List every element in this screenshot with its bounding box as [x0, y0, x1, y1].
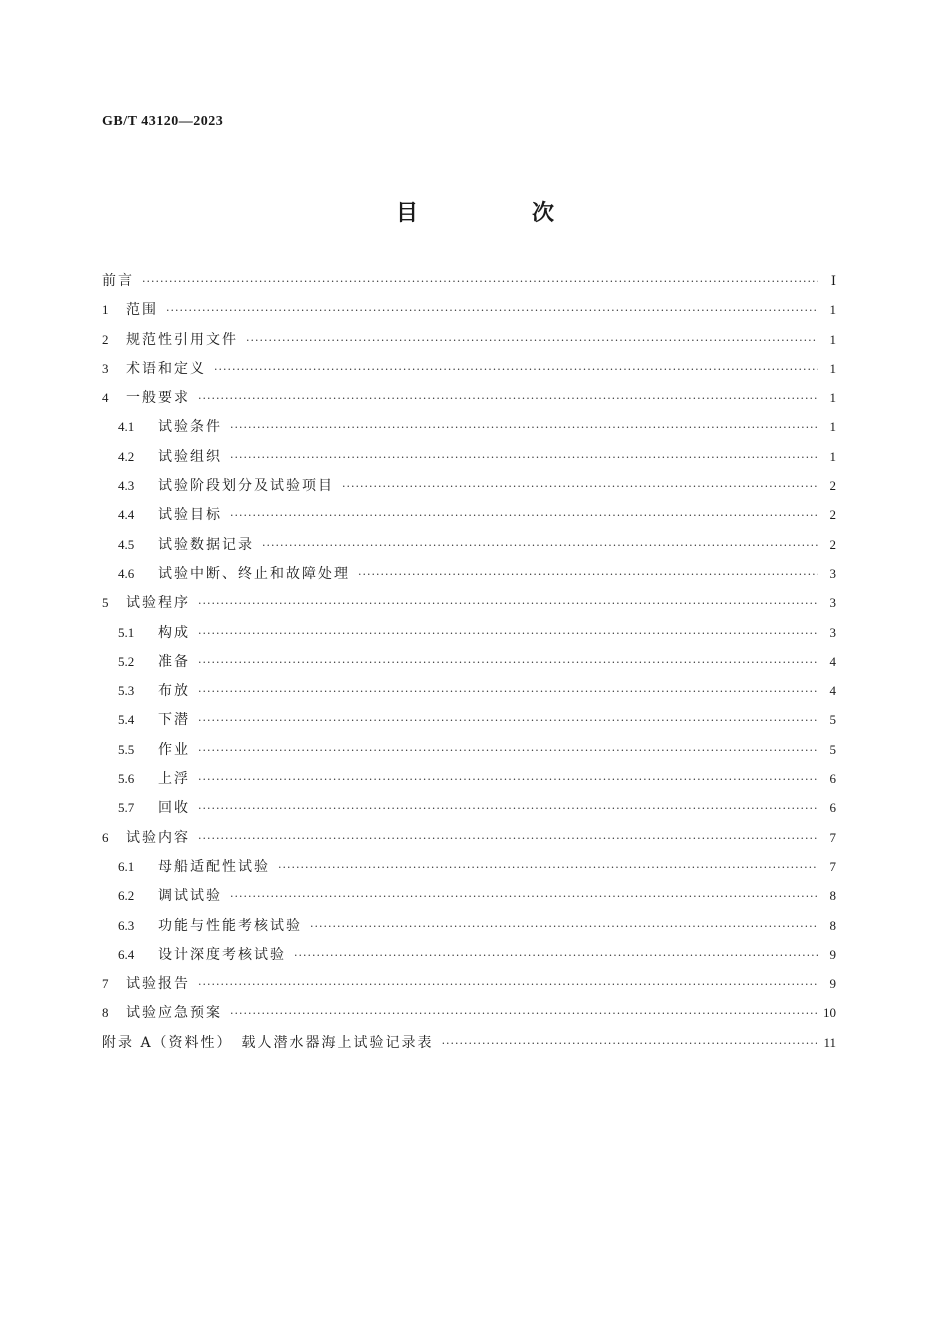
toc-entry-number: 5.5: [118, 741, 135, 757]
toc-entry-title: 规范性引用文件: [126, 331, 238, 348]
toc-entry-number: 5.3: [118, 683, 135, 699]
toc-leader-dots: [230, 1007, 817, 1020]
toc-entry[interactable]: [102, 534, 836, 563]
toc-leader-dots: [198, 656, 818, 669]
toc-leader-dots: [262, 539, 818, 552]
toc-leader-dots: [358, 568, 818, 581]
toc-entry-page: 6: [829, 800, 836, 816]
toc-entry-page: 9: [829, 946, 836, 962]
toc-entry-page: Ⅰ: [830, 273, 836, 288]
toc-leader-dots: [246, 334, 818, 347]
toc-entry-title: 附录 A（资料性） 载人潜水器海上试验记录表: [102, 1034, 434, 1051]
toc-leader-dots: [342, 480, 818, 493]
toc-entry-page: 2: [829, 507, 836, 523]
toc-entry-number: 3: [102, 360, 109, 376]
page-title: 目 次: [395, 201, 600, 226]
toc-entry-number: 5.6: [118, 771, 135, 787]
toc-entry[interactable]: [102, 827, 836, 856]
toc-leader-dots: [442, 1037, 818, 1050]
toc-entry[interactable]: [102, 475, 836, 504]
toc-entry-page: 3: [829, 595, 836, 611]
toc-entry-number: 5.4: [118, 712, 135, 728]
toc-entry[interactable]: [102, 563, 836, 592]
toc-leader-dots: [198, 627, 818, 640]
toc-leader-dots: [198, 744, 818, 757]
toc-entry[interactable]: [102, 739, 836, 768]
toc-entry-number: 4.4: [118, 507, 135, 523]
toc-entry-title: 试验报告: [126, 976, 190, 993]
toc-leader-dots: [198, 802, 818, 815]
toc-entry-number: 6.2: [118, 888, 135, 904]
toc-entry-title: 调试试验: [158, 888, 222, 905]
toc-entry-number: 5.7: [118, 800, 135, 816]
toc-entry-page: 1: [829, 419, 836, 435]
toc-entry-title: 作业: [158, 741, 190, 758]
toc-entry-number: 5: [102, 595, 109, 611]
toc-entry-title: 布放: [158, 683, 190, 700]
toc-entry[interactable]: [102, 797, 836, 826]
toc-entry-title: 试验应急预案: [126, 1005, 222, 1022]
toc-entry-number: 4.3: [118, 478, 135, 494]
toc-entry-page: 2: [829, 536, 836, 552]
toc-entry-page: 1: [829, 390, 836, 406]
toc-entry-title: 试验程序: [126, 595, 190, 612]
toc-entry-title: 上浮: [158, 771, 190, 788]
toc-entry-number: 4.2: [118, 448, 135, 464]
toc-entry[interactable]: [102, 915, 836, 944]
toc-entry-number: 4.6: [118, 565, 135, 581]
toc-entry[interactable]: [102, 270, 836, 299]
toc-entry[interactable]: [102, 944, 836, 973]
toc-leader-dots: [230, 451, 818, 464]
toc-entry-title: 下潜: [158, 712, 190, 729]
toc-entry-title: 试验中断、终止和故障处理: [158, 565, 350, 582]
toc-entry[interactable]: [102, 885, 836, 914]
toc-entry[interactable]: [102, 299, 836, 328]
toc-entry-page: 9: [829, 976, 836, 992]
toc-entry-page: 11: [823, 1034, 836, 1050]
toc-entry-title: 设计深度考核试验: [158, 946, 286, 963]
toc-entry[interactable]: [102, 622, 836, 651]
toc-entry-number: 5.2: [118, 653, 135, 669]
toc-entry-title: 一般要求: [126, 390, 190, 407]
toc-entry-page: 1: [829, 448, 836, 464]
toc-entry-title: 试验内容: [126, 829, 190, 846]
toc-entry-title: 试验阶段划分及试验项目: [158, 478, 334, 495]
toc-entry-title: 母船适配性试验: [158, 858, 270, 875]
toc-entry-title: 准备: [158, 653, 190, 670]
standard-code: GB/T 43120—2023: [102, 114, 224, 129]
toc-entry-number: 4.1: [118, 419, 135, 435]
toc-leader-dots: [230, 509, 818, 522]
toc-entry[interactable]: [102, 387, 836, 416]
toc-entry-page: 7: [829, 858, 836, 874]
toc-entry-page: 8: [829, 888, 836, 904]
toc-entry-title: 术语和定义: [126, 360, 206, 377]
toc-leader-dots: [198, 392, 818, 405]
toc-entry-title: 试验组织: [158, 448, 222, 465]
toc-entry-title: 试验数据记录: [158, 536, 254, 553]
toc-leader-dots: [142, 275, 818, 288]
toc-leader-dots: [198, 978, 818, 991]
toc-entry-page: 10: [823, 1005, 836, 1021]
toc-entry[interactable]: [102, 329, 836, 358]
toc-entry-page: 1: [829, 302, 836, 318]
toc-entry-page: 5: [829, 741, 836, 757]
toc-leader-dots: [198, 685, 818, 698]
toc-leader-dots: [198, 773, 818, 786]
toc-entry-page: 5: [829, 712, 836, 728]
table-of-contents: [102, 270, 836, 1061]
toc-entry[interactable]: [102, 651, 836, 680]
toc-entry-number: 2: [102, 331, 109, 347]
toc-entry-number: 6.4: [118, 946, 135, 962]
toc-entry-number: 8: [102, 1005, 109, 1021]
toc-entry[interactable]: [102, 680, 836, 709]
toc-leader-dots: [166, 304, 818, 317]
toc-entry-page: 1: [829, 360, 836, 376]
toc-entry-number: 4.5: [118, 536, 135, 552]
toc-entry-number: 6.3: [118, 917, 135, 933]
toc-leader-dots: [278, 861, 818, 874]
toc-entry-title: 构成: [158, 624, 190, 641]
toc-entry-number: 5.1: [118, 624, 135, 640]
toc-entry[interactable]: [102, 504, 836, 533]
toc-entry-number: 4: [102, 390, 109, 406]
toc-leader-dots: [214, 363, 818, 376]
toc-entry-title: 范围: [126, 302, 158, 319]
toc-entry-page: 7: [829, 829, 836, 845]
toc-leader-dots: [198, 714, 818, 727]
toc-entry-number: 6.1: [118, 858, 135, 874]
toc-entry-title: 试验条件: [158, 419, 222, 436]
toc-leader-dots: [294, 949, 818, 962]
toc-entry-page: 4: [829, 683, 836, 699]
toc-entry[interactable]: [102, 1032, 836, 1061]
toc-leader-dots: [198, 832, 818, 845]
toc-entry-title: 回收: [158, 800, 190, 817]
toc-leader-dots: [310, 920, 818, 933]
toc-entry-title: 前言: [102, 273, 134, 289]
toc-entry-title: 功能与性能考核试验: [158, 917, 302, 934]
toc-entry[interactable]: [102, 973, 836, 1002]
toc-entry[interactable]: [102, 416, 836, 445]
toc-entry-page: 1: [829, 331, 836, 347]
toc-entry[interactable]: [102, 1002, 836, 1031]
toc-entry-page: 8: [829, 917, 836, 933]
toc-entry[interactable]: [102, 768, 836, 797]
toc-entry-page: 3: [829, 624, 836, 640]
toc-entry-title: 试验目标: [158, 507, 222, 524]
toc-entry-page: 2: [829, 478, 836, 494]
toc-entry-page: 6: [829, 771, 836, 787]
toc-leader-dots: [230, 421, 818, 434]
toc-entry-page: 3: [829, 565, 836, 581]
toc-entry-number: 1: [102, 302, 109, 318]
toc-leader-dots: [198, 597, 818, 610]
toc-entry[interactable]: [102, 856, 836, 885]
toc-entry-number: 6: [102, 829, 109, 845]
toc-entry[interactable]: [102, 446, 836, 475]
toc-entry-page: 4: [829, 653, 836, 669]
toc-entry-number: 7: [102, 976, 109, 992]
toc-entry[interactable]: [102, 592, 836, 621]
toc-entry[interactable]: [102, 709, 836, 738]
toc-leader-dots: [230, 890, 818, 903]
toc-entry[interactable]: [102, 358, 836, 387]
